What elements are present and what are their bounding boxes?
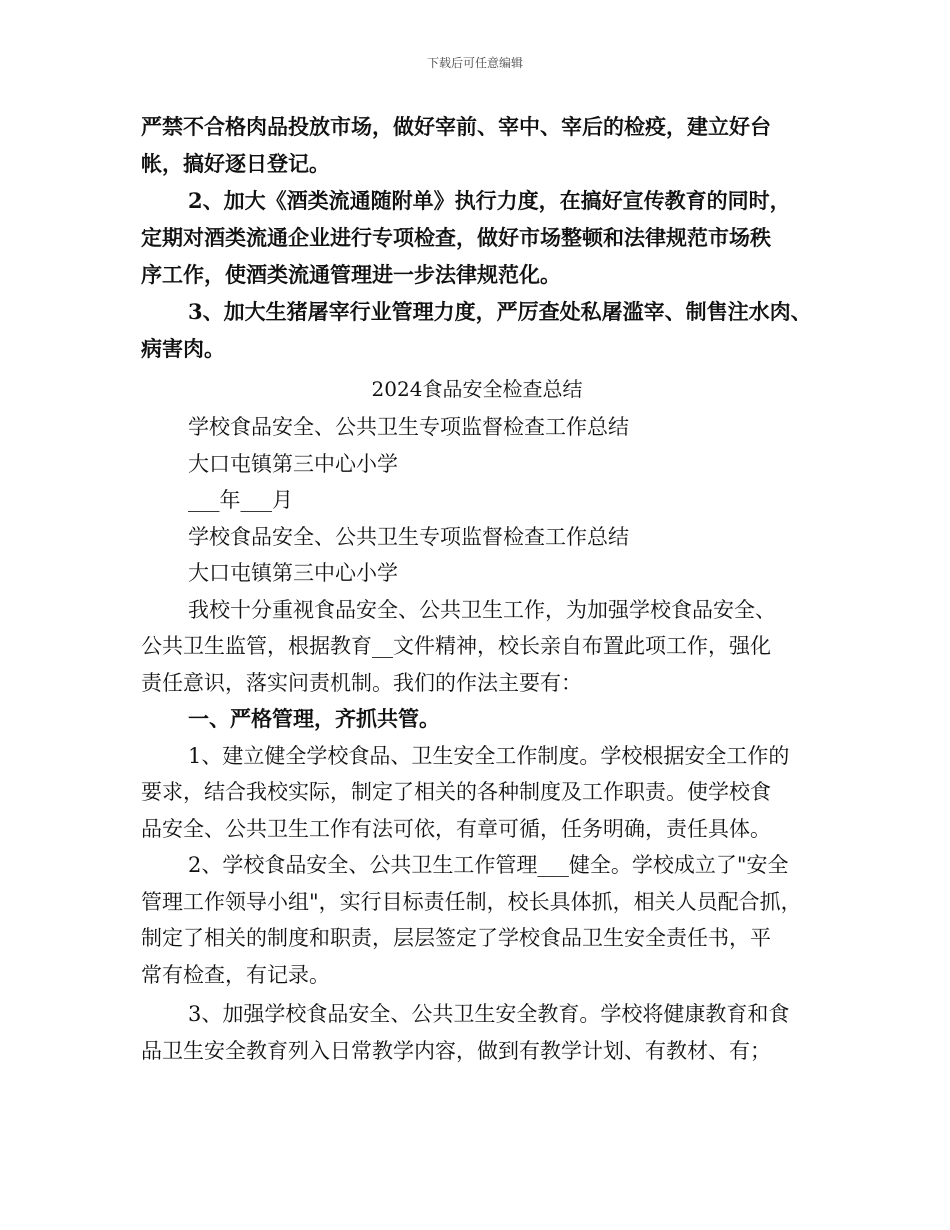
paragraph-line: 制定了相关的制度和职责，层层签定了学校食品卫生安全责任书，平 <box>141 926 771 950</box>
paragraph-line: 3、加大生猪屠宰行业管理力度，严厉查处私屠滥宰、制售注水肉、 <box>188 299 812 324</box>
paragraph-line: 2、加大《酒类流通随附单》执行力度，在搞好宣传教育的同时， <box>188 188 791 213</box>
document-title: 2024食品安全检查总结 <box>371 377 583 401</box>
subtitle-line: 学校食品安全、公共卫生专项监督检查工作总结 <box>188 415 629 439</box>
paragraph-line: 常有检查，有记录。 <box>141 962 330 987</box>
subtitle-line: 学校食品安全、公共卫生专项监督检查工作总结 <box>188 524 629 549</box>
paragraph-line: 序工作，使酒类流通管理进一步法律规范化。 <box>141 262 561 287</box>
paragraph-line: 公共卫生监管，根据教育__文件精神，校长亲自布置此项工作，强化 <box>141 634 771 658</box>
school-name-line: 大口屯镇第三中心小学 <box>188 561 398 585</box>
section-heading: 一、严格管理，齐抓共管。 <box>188 706 440 731</box>
paragraph-line: 我校十分重视食品安全、公共卫生工作，为加强学校食品安全、 <box>188 597 776 622</box>
paragraph-line: 病害肉。 <box>141 336 225 361</box>
paragraph-line: 2、学校食品安全、公共卫生工作管理___健全。学校成立了"安全 <box>188 853 789 877</box>
paragraph-line: 1、建立健全学校食品、卫生安全工作制度。学校根据安全工作的 <box>188 743 790 768</box>
paragraph-line: 严禁不合格肉品投放市场，做好宰前、宰中、宰后的检疫，建立好台 <box>141 114 771 139</box>
school-name-line: 大口屯镇第三中心小学 <box>188 451 398 476</box>
page-header: 下载后可任意编辑 <box>426 56 523 70</box>
paragraph-line: 定期对酒类流通企业进行专项检查，做好市场整顿和法律规范市场秩 <box>141 225 771 250</box>
paragraph-line: 3、加强学校食品安全、公共卫生安全教育。学校将健康教育和食 <box>188 1002 790 1026</box>
date-line: ___年___月 <box>188 488 293 512</box>
paragraph-line: 责任意识，落实问责机制。我们的作法主要有： <box>141 670 582 695</box>
paragraph-line: 帐，搞好逐日登记。 <box>141 151 330 176</box>
paragraph-line: 要求，结合我校实际，制定了相关的各种制度及工作职责。使学校食 <box>141 780 771 804</box>
paragraph-line: 管理工作领导小组"，实行目标责任制，校长具体抓，相关人员配合抓， <box>141 889 802 914</box>
paragraph-line: 品卫生安全教育列入日常教学内容，做到有教学计划、有教材、有； <box>141 1038 771 1063</box>
document-body <box>141 108 813 1069</box>
paragraph-line: 品安全、公共卫生工作有法可依，有章可循，任务明确，责任具体。 <box>141 816 771 841</box>
